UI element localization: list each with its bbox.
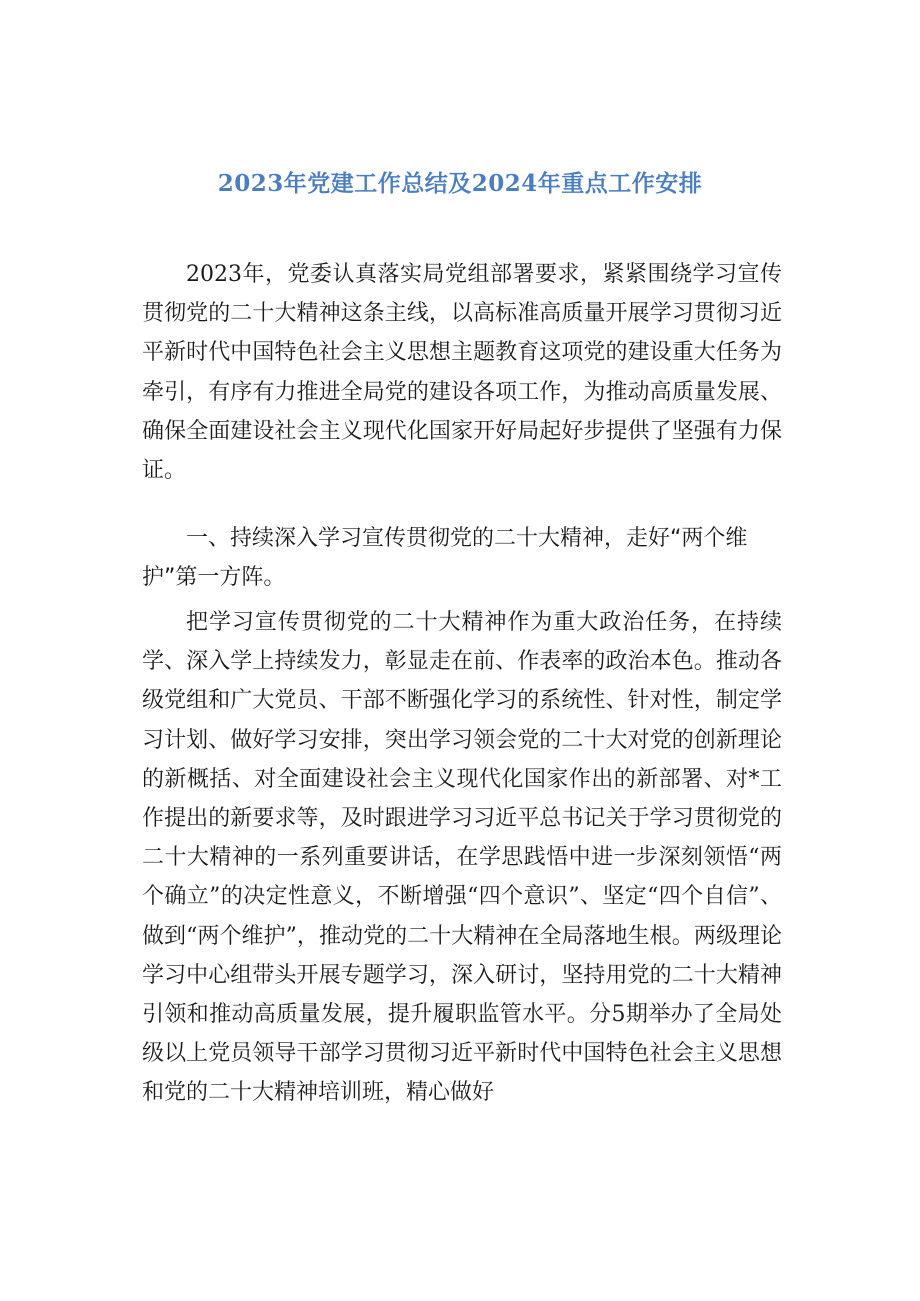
section-heading: 一、持续深入学习宣传贯彻党的二十大精神，走好“两个维护”第一方阵。 (142, 526, 748, 591)
section-paragraph: 把学习宣传贯彻党的二十大精神作为重大政治任务，在持续学、深入学上持续发力，彰显走在前、作表率的政治本色。推动各级党组和广大党员、干部不断强化学习的系统性、针对性，制定学习计划、做好学习安排，突出学习领会党的二十大对党的创新理论的新概括、对全面建设社会主义现代化国家作出的新部署、对*工作提出的新要求等，及时跟进学习习近平总书记关于学习贯彻党的二十大精神的一系列重要讲话，在学思践悟中进一步深刻领悟“两个确立”的决定性意义，不断增强“四个意识”、坚定“四个自信”、做到“两个维护”，推动党的二十大精神在全局落地生根。两级理论学习中心组带头开展专题学习，深入研讨，坚持用党的二十大精神引领和推动高质量发展，提升履职监管水平。分5期举办了全局处级以上党员领导干部学习贯彻习近平新时代中国特色社会主义思想和党的二十大精神培训班，精心做好 (142, 610, 782, 1106)
intro-paragraph: 2023年，党委认真落实局党组部署要求，紧紧围绕学习宣传贯彻党的二十大精神这条主线，以高标准高质量开展学习贯彻习近平新时代中国特色社会主义思想主题教育这项党的建设重大任务为牵引，有序有力推进全局党的建设各项工作，为推动高质量发展、确保全面建设社会主义现代化国家开好局起好步提供了坚强有力保证。 (142, 262, 782, 484)
document-title: 2023年党建工作总结及2024年重点工作安排 (217, 170, 703, 197)
